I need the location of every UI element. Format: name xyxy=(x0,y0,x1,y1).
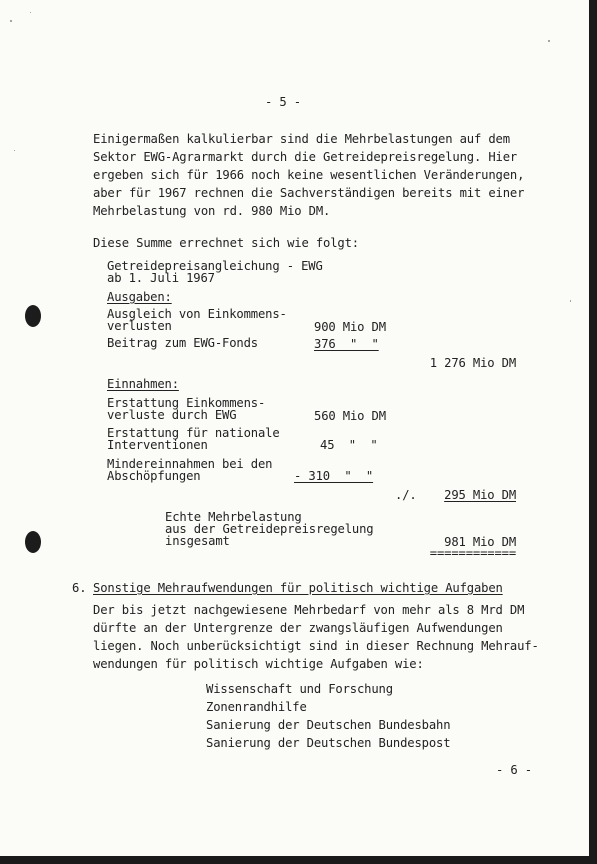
section6-item-1: Wissenschaft und Forschung xyxy=(206,682,393,696)
result-value: 981 Mio DM xyxy=(444,535,516,549)
block-title-1: Getreidepreisangleichung - EWG xyxy=(107,259,323,273)
result-label-1: Echte Mehrbelastung xyxy=(165,510,302,524)
ausgaben-item2-label: Beitrag zum EWG-Fonds xyxy=(107,336,258,350)
para1-line-4: aber für 1967 rechnen die Sachverständigen bereits mit einer xyxy=(93,186,525,200)
ausgaben-total: 1 276 Mio DM xyxy=(429,356,516,370)
next-page-marker: - 6 - xyxy=(496,763,532,777)
ausgaben-item1-label-2: verlusten xyxy=(107,319,172,333)
einnahmen-item2-label-2: Interventionen xyxy=(107,438,208,452)
section6-para-4: wendungen für politisch wichtige Aufgaben wie: xyxy=(93,657,424,671)
einnahmen-item3-label-2: Abschöpfungen xyxy=(107,469,201,483)
section6-para-3: liegen. Noch unberücksichtigt sind in dieser Rechnung Mehrauf- xyxy=(93,639,539,653)
punch-hole-top xyxy=(25,305,41,327)
para1-line-1: Einigermaßen kalkulierbar sind die Mehrbelastungen auf dem xyxy=(93,132,510,146)
punch-hole-bottom xyxy=(25,531,41,553)
section6-item-4: Sanierung der Deutschen Bundespost xyxy=(206,736,451,750)
einnahmen-item2-value: 45 " " xyxy=(320,438,378,452)
section6-item-2: Zonenrandhilfe xyxy=(206,700,307,714)
section6-item-3: Sanierung der Deutschen Bundesbahn xyxy=(206,718,451,732)
section6-para-2: dürfte an der Untergrenze der zwangsläufigen Aufwendungen xyxy=(93,621,503,635)
result-label-3: insgesamt xyxy=(165,534,230,548)
ausgaben-heading: Ausgaben: xyxy=(107,290,172,304)
ausgaben-item1-label-1: Ausgleich von Einkommens- xyxy=(107,307,287,321)
para1-line-3: ergeben sich für 1966 noch keine wesentlichen Veränderungen, xyxy=(93,168,525,182)
page-number: - 5 - xyxy=(265,95,301,109)
einnahmen-item1-label-2: verluste durch EWG xyxy=(107,408,237,422)
section6-para-1: Der bis jetzt nachgewiesene Mehrbedarf von mehr als 8 Mrd DM xyxy=(93,603,525,617)
deduction-sign: ./. xyxy=(395,488,417,502)
result-double-rule: ============ xyxy=(429,546,516,560)
result-label-2: aus der Getreidepreisregelung xyxy=(165,522,374,536)
einnahmen-heading: Einnahmen: xyxy=(107,377,179,391)
einnahmen-item1-value: 560 Mio DM xyxy=(314,409,386,423)
section6-number: 6. xyxy=(72,581,87,595)
einnahmen-item3-value: - 310 " " xyxy=(294,469,374,483)
ausgaben-item2-value: 376 " " xyxy=(314,337,379,351)
einnahmen-item2-label-1: Erstattung für nationale xyxy=(107,426,280,440)
section6-heading: Sonstige Mehraufwendungen für politisch wichtige Aufgaben xyxy=(93,581,503,595)
einnahmen-item1-label-1: Erstattung Einkommens- xyxy=(107,396,266,410)
para1-line-5: Mehrbelastung von rd. 980 Mio DM. xyxy=(93,204,331,218)
para1-line-2: Sektor EWG-Agrarmarkt durch die Getreidepreisregelung. Hier xyxy=(93,150,518,164)
ausgaben-item1-value: 900 Mio DM xyxy=(314,320,386,334)
intro-line: Diese Summe errechnet sich wie folgt: xyxy=(93,236,359,250)
block-title-2: ab 1. Juli 1967 xyxy=(107,271,215,285)
einnahmen-total: 295 Mio DM xyxy=(444,488,516,502)
einnahmen-item3-label-1: Mindereinnahmen bei den xyxy=(107,457,273,471)
